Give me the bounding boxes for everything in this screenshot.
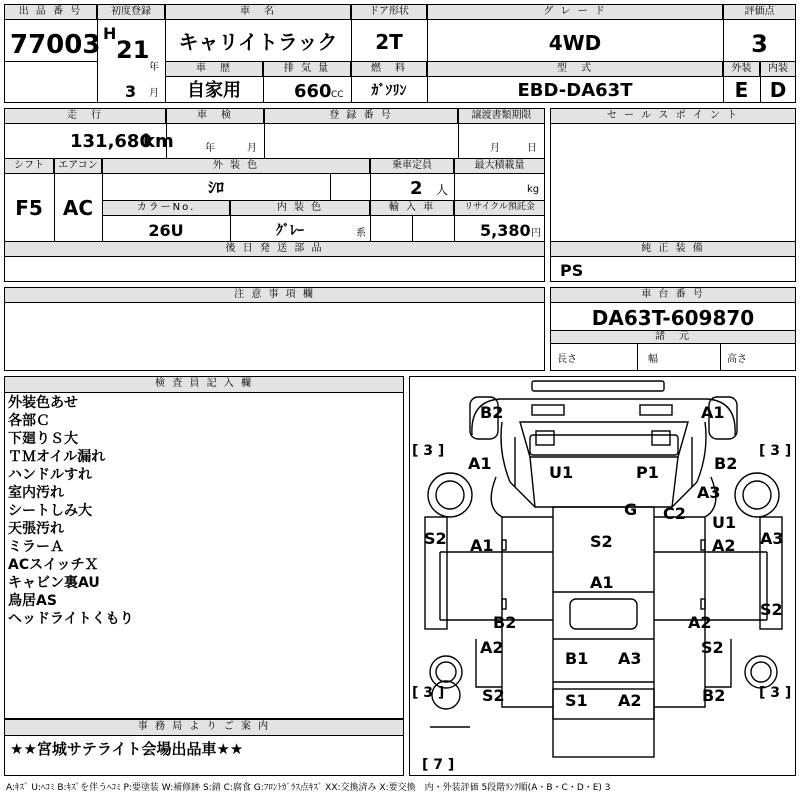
insp-year-unit: 年 [205,143,215,154]
inspector-line: 室内汚れ [8,485,64,501]
damage-mark: B2 [714,454,738,473]
int-label: 内装 [760,61,796,77]
ac-label: エアコン [54,158,102,174]
transfer-month: 月 [490,143,500,154]
tire-rear-left: [ 3 ] [412,685,445,701]
damage-mark: G [624,500,638,519]
disp-unit: CC [331,90,344,100]
reg-year: 21 [116,36,150,64]
legend: A:ｷｽﾞ U:ﾍｺﾐ B:ｷｽﾞを伴うﾍｺﾐ P:要塗装 W:補修跡 S:錆 C:腐食 G:ﾌﾛﾝﾄｶﾞﾗｽ点ｷｽﾞ XX:交換済み X:要交換 内・外装評価 5段階ﾗﾝｸ順(A・B・C・D・E) 3 [6,783,611,793]
spare-tire: [ 7 ] [422,757,455,773]
interior-color-label: 内 装 色 [230,200,370,216]
transfer-day: 日 [527,143,537,154]
interior-color: ｸﾞﾚｰ [276,223,304,239]
length-label: 長さ [557,354,577,365]
equipment-label: 純 正 装 備 [550,241,796,257]
office-message: ★★宮城サテライト会場出品車★★ [10,740,244,758]
damage-mark: S2 [701,638,724,657]
transfer-label: 譲渡書類期限 [458,108,545,124]
inspector-line: 外装色あせ [8,395,78,411]
damage-mark: A2 [688,613,712,632]
inspector-line: 天張汚れ [8,521,64,537]
damage-mark: A2 [618,691,642,710]
office-label: 事 務 局 よ り ご 案 内 [4,719,404,736]
inspector-label: 検 査 員 記 入 欄 [4,376,404,393]
mileage: 131,680 [70,131,152,152]
damage-mark: B2 [480,403,504,422]
inspector-line: 鳥居AS [8,593,57,609]
inspection-label: 車 検 [166,108,264,124]
car-name: キャリイトラック [178,30,338,54]
color-no-label: カラーNo. [102,200,230,216]
damage-mark: A3 [697,483,721,502]
damage-mark: A2 [480,638,504,657]
interior-suffix: 系 [356,228,366,239]
damage-mark: A1 [468,454,492,473]
damage-mark: S2 [424,529,447,548]
damage-mark: S1 [565,691,588,710]
caution-label: 注 意 事 項 欄 [4,287,545,303]
load-unit: kg [527,184,540,195]
height-label: 高さ [727,354,747,365]
damage-mark: A1 [470,536,494,555]
damage-mark: B1 [565,649,589,668]
inspector-line: ハンドルすれ [8,467,92,483]
damage-mark: A1 [701,403,725,422]
load-label: 最大積載量 [454,158,545,174]
int-grade: D [769,78,787,102]
capacity: 2 [410,178,423,199]
inspector-line: ACスイッチＸ [8,557,99,573]
door-label: ドア形状 [351,4,427,20]
capacity-unit: 人 [436,183,449,197]
tire-front-right: [ 3 ] [759,443,792,459]
ext-color: ｼﾛ [207,178,224,197]
score-label: 評価点 [723,4,796,20]
fuel: ｶﾞｿﾘﾝ [371,83,407,99]
damage-mark: S2 [590,532,613,551]
fuel-label: 燃 料 [351,61,427,77]
chassis-number: DA63T-609870 [591,306,755,330]
ext-label: 外装 [723,61,760,77]
later-parts-label: 後 日 発 送 部 品 [4,241,545,257]
first-reg-label: 初度登録 [97,4,165,20]
spec-label: 諸 元 [550,330,796,344]
inspector-line: シートしみ大 [8,503,92,519]
inspector-line: ヘッドライトくもり [8,611,134,627]
reg-month: 3 [125,82,137,101]
damage-mark: A1 [590,573,614,592]
tire-rear-right: [ 3 ] [759,685,792,701]
ext-color-label: 外 装 色 [102,158,370,174]
mileage-unit: km [143,131,174,152]
damage-mark: U1 [549,463,574,482]
inspector-line: ミラーＡ [8,539,64,555]
year-unit: 年 [149,62,159,73]
grade-label: グ レ ー ド [427,4,723,20]
inspector-line: キャビン裏AU [8,575,100,591]
damage-mark: B2 [493,613,517,632]
import-label: 輸 入 車 [370,200,454,216]
damage-mark: A2 [712,536,736,555]
damage-mark: A3 [618,649,642,668]
damage-mark: C2 [663,504,686,523]
damage-mark: P1 [636,463,659,482]
capacity-label: 乗車定員 [370,158,454,174]
damage-mark: S2 [760,600,783,619]
damage-mark: S2 [482,686,505,705]
door: 2T [375,30,403,54]
inspector-line: 下廻りＳ大 [8,431,78,447]
month-unit: 月 [149,88,159,99]
color-no: 26U [148,221,184,240]
history-label: 車 歴 [165,61,263,77]
inspector-line: ＴＭオイル漏れ [8,449,106,465]
lot-label: 出 品 番 号 [4,4,97,20]
sales-point-label: セ ー ル ス ポ イ ン ト [550,108,796,124]
damage-mark: A3 [760,529,784,548]
era: H [103,24,117,43]
tire-front-left: [ 3 ] [412,443,445,459]
model-label: 型 式 [427,61,723,77]
equipment: PS [560,261,584,280]
chassis-label: 車 台 番 号 [550,287,796,303]
inspector-block [4,376,404,719]
model: EBD-DA63T [517,80,633,101]
inspector-line: 各部Ｃ [8,413,50,429]
recycle-label: リサイクル預託金 [454,200,545,216]
grade: 4WD [548,31,602,55]
damage-mark: U1 [712,513,737,532]
shift-label: シフト [4,158,54,174]
ac: AC [62,196,94,220]
ext-grade: E [734,78,749,102]
width-label: 幅 [648,354,658,365]
plate-label: 登 録 番 号 [264,108,458,124]
shift: F5 [15,196,43,220]
mileage-label: 走 行 [4,108,166,124]
displacement-label: 排 気 量 [263,61,351,77]
car-name-label: 車 名 [165,4,351,20]
score: 3 [751,30,768,58]
damage-mark: B2 [702,686,726,705]
displacement: 660 [294,81,332,102]
recycle-deposit: 5,380 [480,221,531,240]
recycle-unit: 円 [531,228,541,239]
history: 自家用 [187,80,241,101]
lot-number: 77003 [10,30,101,60]
insp-month-unit: 月 [247,143,257,154]
